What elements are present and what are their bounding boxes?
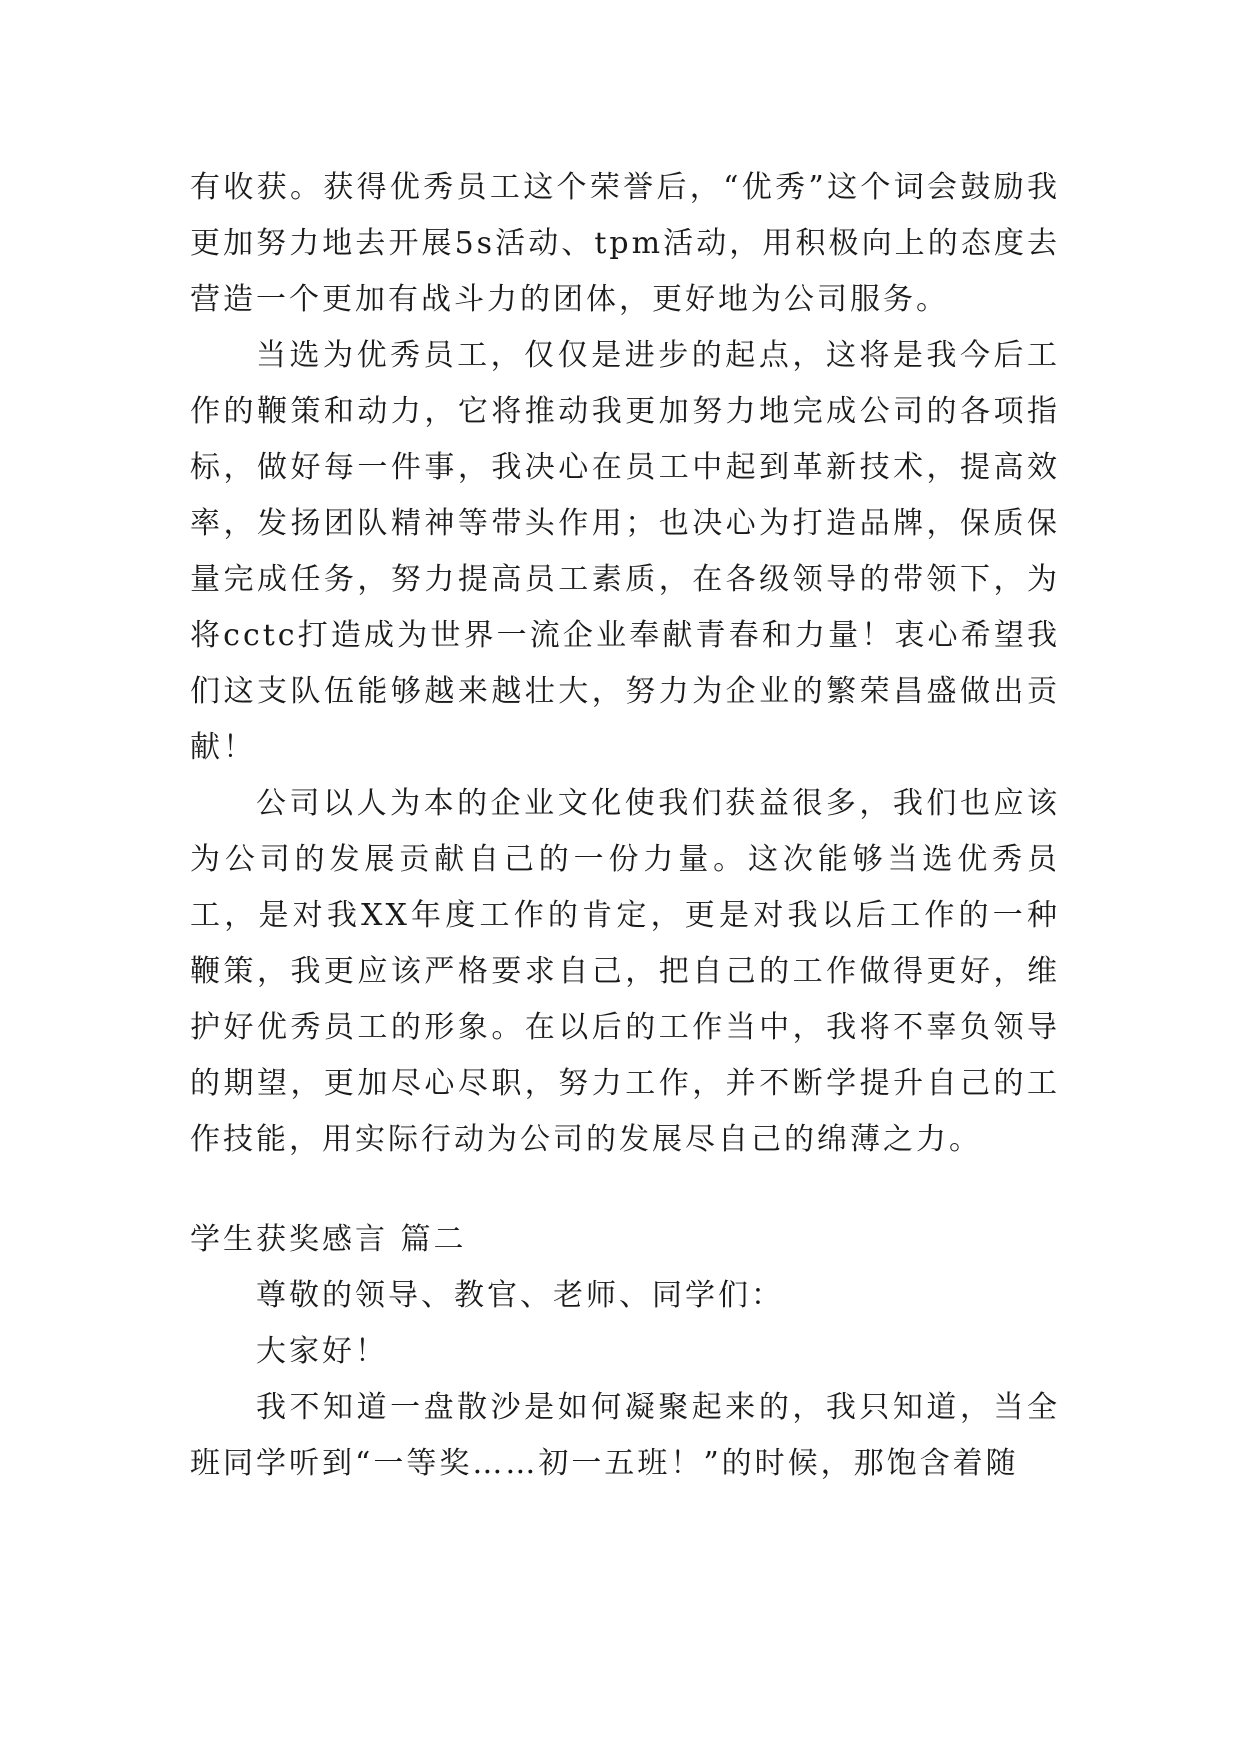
paragraph: 公司以人为本的企业文化使我们获益很多，我们也应该为公司的发展贡献自己的一份力量。这次能够当选优秀员工，是对我XX年度工作的肯定，更是对我以后工作的一种鞭策，我更应该严格要求自己，把自己的工作做得更好，维护好优秀员工的形象。在以后的工作当中，我将不辜负领导的期望，更加尽心尽职，努力工作，并不断学提升自己的工作技能，用实际行动为公司的发展尽自己的绵薄之力。: [190, 786, 1060, 1157]
paragraph: 我不知道一盘散沙是如何凝聚起来的，我只知道，当全班同学听到“一等奖……初一五班！”的时候，那饱含着随: [190, 1390, 1060, 1481]
document-body-part2: [190, 1212, 1060, 1492]
salutation: 尊敬的领导、教官、老师、同学们：: [256, 1278, 784, 1313]
paragraph-continuation: 有收获。获得优秀员工这个荣誉后，“优秀”这个词会鼓励我更加努力地去开展5s活动、tpm活动，用积极向上的态度去营造一个更加有战斗力的团体，更好地为公司服务。: [190, 170, 1060, 317]
document-body-part1: [190, 160, 1060, 1168]
paragraph: 当选为优秀员工，仅仅是进步的起点，这将是我今后工作的鞭策和动力，它将推动我更加努力地完成公司的各项指标，做好每一件事，我决心在员工中起到革新技术，提高效率，发扬团队精神等带头作用；也决心为打造品牌，保质保量完成任务，努力提高员工素质，在各级领导的带领下，为将cctc打造成为世界一流企业奉献青春和力量！衷心希望我们这支队伍能够越来越壮大，努力为企业的繁荣昌盛做出贡献！: [190, 338, 1060, 765]
greeting: 大家好！: [256, 1334, 388, 1369]
section-title: 学生获奖感言 篇二: [190, 1222, 467, 1257]
